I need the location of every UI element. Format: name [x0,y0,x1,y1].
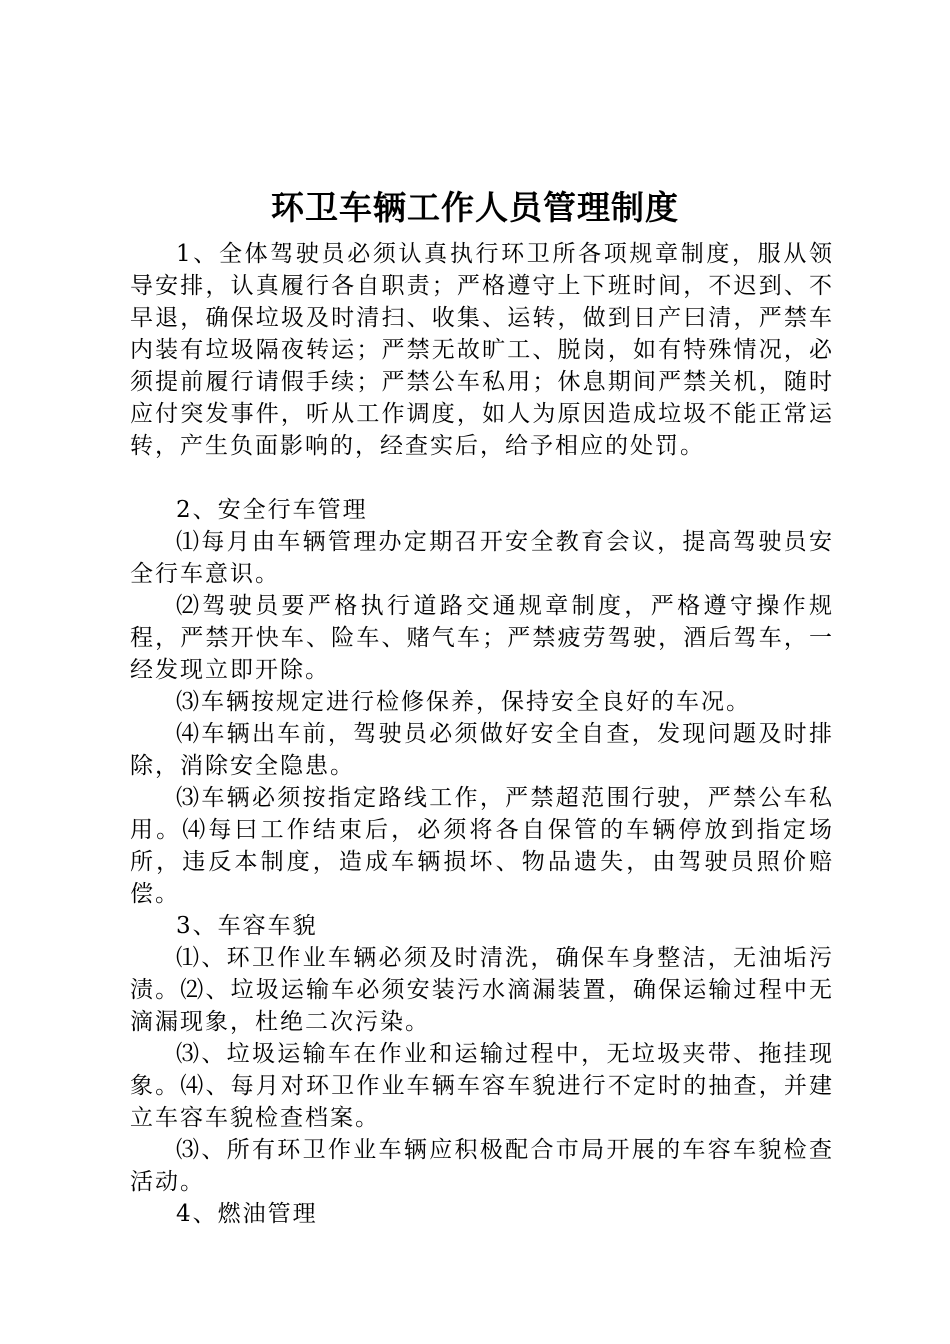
document-title: 环卫车辆工作人员管理制度 [271,188,679,227]
paragraph-appearance-1: ⑴、环卫作业车辆必须及时清洗，确保车身整洁，无油垢污渍。⑵、垃圾运输车必须安装污水滴漏装置，确保运输过程中无滴漏现象，杜绝二次污染。 [130,945,834,1035]
paragraph-safety-3: ⑶车辆按规定进行检修保养，保持安全良好的车况。 [176,689,751,715]
paragraph-appearance-2: ⑶、垃圾运输车在作业和运输过程中，无垃圾夹带、拖挂现象。⑷、每月对环卫作业车辆车容车貌进行不定时的抽查，并建立车容车貌检查档案。 [130,1041,834,1131]
paragraph-appearance-3: ⑶、所有环卫作业车辆应积极配合市局开展的车容车貌检查活动。 [130,1137,834,1195]
section-heading-appearance: 3、车容车貌 [176,913,318,939]
paragraph-safety-1: ⑴每月由车辆管理办定期召开安全教育会议，提高驾驶员安全行车意识。 [130,529,834,587]
paragraph-driver-rules: 1、全体驾驶员必须认真执行环卫所各项规章制度，服从领导安排，认真履行各自职责；严格遵守上下班时间，不迟到、不早退，确保垃圾及时清扫、收集、运转，做到日产曰清，严禁车内装有垃圾隔夜转运；严禁无故旷工、脱岗，如有特殊情况，必须提前履行请假手续；严禁公车私用；休息期间严禁关机，随时应付突发事件，听从工作调度，如人为原因造成垃圾不能正常运转，产生负面影响的，经查实后，给予相应的处罚。 [130,241,834,459]
section-heading-safety: 2、安全行车管理 [176,497,368,523]
paragraph-safety-4: ⑷车辆出车前，驾驶员必须做好安全自查，发现问题及时排除，消除安全隐患。 [130,721,834,779]
document-body [130,238,834,1230]
paragraph-safety-2: ⑵驾驶员要严格执行道路交通规章制度，严格遵守操作规程，严禁开快车、险车、赌气车；严禁疲劳驾驶，酒后驾车，一经发现立即开除。 [130,593,834,683]
section-heading-fuel: 4、燃油管理 [176,1201,318,1227]
paragraph-safety-5: ⑶车辆必须按指定路线工作，严禁超范围行驶，严禁公车私用。⑷每曰工作结束后，必须将各自保管的车辆停放到指定场所，违反本制度，造成车辆损坏、物品遗失，由驾驶员照价赔偿。 [130,785,834,907]
